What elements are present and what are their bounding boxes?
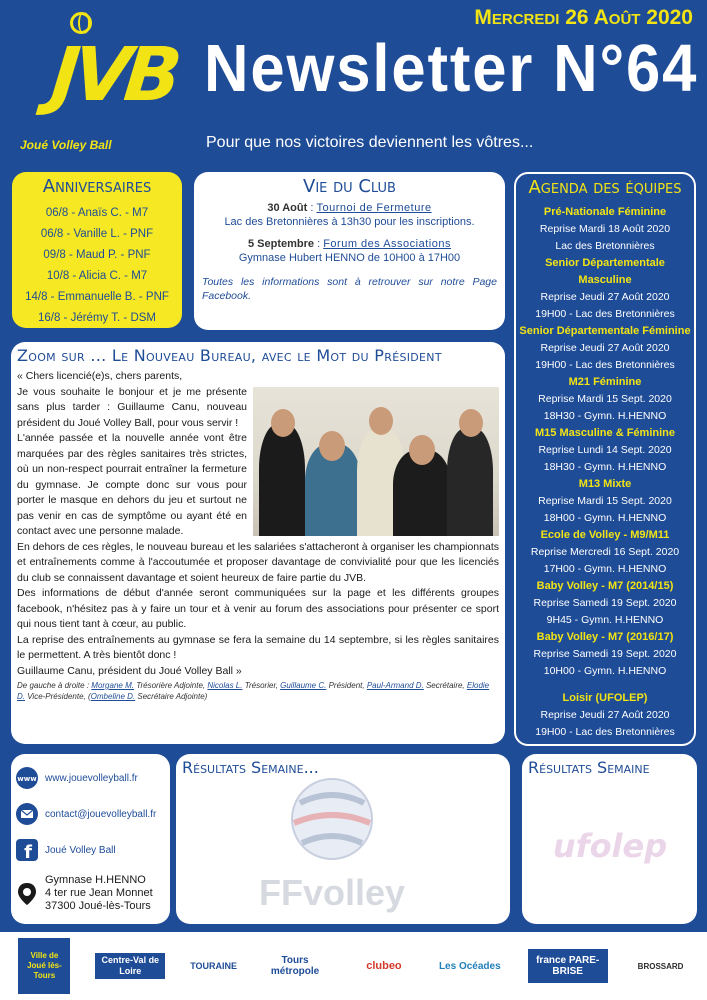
- sponsor-region: Centre-Val de Loire: [95, 953, 165, 979]
- agenda-line: 9H45 - Gymn. H.HENNO: [546, 614, 664, 626]
- agenda-team: Senior Départementale Féminine: [519, 325, 691, 337]
- logo-club-name: Joué Volley Ball: [20, 138, 112, 152]
- agenda-line: 18H30 - Gymn. H.HENNO: [543, 461, 667, 473]
- birthday-item: 16/8 - Jérémy T. - DSM: [37, 312, 156, 324]
- agenda-team: Senior Départementale Masculine: [545, 257, 665, 286]
- agenda-line: Lac des Bretonnières: [555, 240, 655, 252]
- issue-date: Mercredi 26 Août 2020: [474, 6, 693, 29]
- agenda-line: 17H00 - Gymn. H.HENNO: [543, 563, 667, 575]
- agenda-team: M15 Masculine & Féminine: [535, 427, 675, 439]
- event-separator: :: [314, 238, 324, 250]
- volleyball-icon: [70, 12, 92, 34]
- caption-person: Ombeline D.: [90, 692, 136, 701]
- facebook-link[interactable]: [15, 832, 166, 868]
- results-ffvolley-panel: [176, 754, 510, 924]
- feature-title: Zoom sur ... Le Nouveau Bureau, avec le Mot du Président: [17, 346, 442, 365]
- agenda-line: Reprise Samedi 19 Sept. 2020: [533, 648, 677, 660]
- website-text: www.jouevolleyball.fr: [45, 772, 138, 784]
- club-logo: [14, 12, 180, 157]
- feature-paragraph: La reprise des entraînements au gymnase se fera la semaine du 14 septembre, si les règles sanitaires le permettent. A très bientôt donc !: [17, 633, 499, 661]
- event-detail: Lac des Bretonnières à 13h30 pour les inscriptions.: [224, 216, 475, 228]
- tagline: Pour que nos victoires deviennent les vôtres...: [206, 134, 534, 151]
- caption-person: Morgane M.: [91, 681, 134, 690]
- ffvolley-logo-text: FFvolley: [258, 872, 406, 913]
- agenda-line: Reprise Samedi 19 Sept. 2020: [533, 597, 677, 609]
- ffvolley-logo: [182, 777, 502, 917]
- agenda-line: 19H00 - Lac des Bretonnières: [535, 726, 675, 738]
- agenda-line: Reprise Mercredi 16 Sept. 2020: [530, 546, 680, 558]
- caption-person: Guillaume C.: [280, 681, 327, 690]
- results-title: Résultats Semaine: [528, 758, 650, 777]
- event-detail: Gymnase Hubert HENNO de 10H00 à 17H00: [238, 252, 461, 264]
- results-title: Résultats Semaine...: [182, 758, 319, 777]
- birthdays-panel: [12, 172, 182, 328]
- photo-caption: De gauche à droite : Morgane M. Trésorière Adjointe, Nicolas L. Trésorier, Guillaume C. Président, Paul-Armand D. Secrétaire, Elodie D. Vice-Présidente, (Ombeline D. Secrétaire Adjointe): [17, 681, 490, 701]
- mail-icon: [15, 802, 39, 826]
- agenda-line: 18H30 - Gymn. H.HENNO: [543, 410, 667, 422]
- newsletter-title: Newsletter N°64: [204, 31, 699, 106]
- svg-text:www: www: [17, 775, 37, 783]
- event-item: [202, 201, 497, 229]
- sponsor-strip: [0, 932, 707, 1000]
- agenda-line: 10H00 - Gymn. H.HENNO: [543, 665, 667, 677]
- agenda-line: 18H00 - Gymn. H.HENNO: [543, 512, 667, 524]
- address-text: Gymnase H.HENNO 4 ter rue Jean Monnet 37300 Joué-lès-Tours: [45, 874, 153, 912]
- email-text: contact@jouevolleyball.fr: [45, 808, 157, 820]
- feature-paragraph: L'année passée et la nouvelle année vont être marquées par des règles sanitaires très strictes, où un non-respect pourrait entraîner la fermeture du gymnase. Je compte donc sur vous pour porter le masque en dehors du jeu et surtout ne pas venir en cas de symptôme ou ayant été en contact avec une personne malade.: [17, 432, 247, 537]
- event-link[interactable]: Forum des Associations: [323, 238, 451, 250]
- event-item: [202, 237, 497, 265]
- birthday-item: 10/8 - Alicia C. - M7: [46, 270, 148, 282]
- feature-paragraph: Des informations de début d'année seront communiquées sur la page et les différents groupes facebook, n'hésitez pas à y faire un tour et à venir au forum des associations pour présenter ce sport qui nous tient tant à cœur, au public.: [17, 587, 499, 630]
- agenda-team: Baby Volley - M7 (2014/15): [536, 580, 674, 592]
- feature-paragraph: Guillaume Canu, président du Joué Volley Ball »: [17, 664, 242, 677]
- ufolep-logo-text: ufolep: [552, 827, 668, 865]
- agenda-team: Baby Volley - M7 (2016/17): [536, 631, 674, 643]
- birthday-item: 06/8 - Vanille L. - PNF: [40, 228, 154, 240]
- event-date: 30 Août: [267, 202, 308, 214]
- contact-panel: [11, 754, 170, 924]
- ufolep-logo: [528, 777, 692, 907]
- website-link[interactable]: [15, 760, 166, 796]
- agenda-team: Pré-Nationale Féminine: [543, 206, 667, 218]
- agenda-team: Loisir (UFOLEP): [562, 692, 648, 704]
- agenda-line: Reprise Jeudi 27 Août 2020: [540, 291, 670, 303]
- agenda-line: 19H00 - Lac des Bretonnières: [535, 308, 675, 320]
- sponsor-touraine: TOURAINE: [190, 960, 238, 971]
- agenda-line: Reprise Jeudi 27 Août 2020: [540, 709, 670, 721]
- board-photo: [253, 387, 499, 536]
- sponsor-brossard: BROSSARD: [637, 961, 684, 971]
- agenda-line: Reprise Jeudi 27 Août 2020: [540, 342, 670, 354]
- event-separator: :: [307, 202, 317, 214]
- event-link[interactable]: Tournoi de Fermeture: [316, 202, 432, 214]
- sponsor-tours-metropole: Tours métropole: [270, 955, 320, 977]
- birthday-item: 06/8 - Anaïs C. - M7: [45, 207, 149, 219]
- email-link[interactable]: [15, 796, 166, 832]
- event-date: 5 Septembre: [248, 238, 315, 250]
- caption-person: Paul-Armand D.: [366, 681, 424, 690]
- birthdays-title: Anniversaires: [42, 176, 152, 197]
- club-life-note: Toutes les informations sont à retrouver sur notre Page Facebook.: [202, 276, 497, 302]
- birthday-item: 14/8 - Emmanuelle B. - PNF: [25, 291, 169, 303]
- caption-person: Elodie D.: [17, 681, 490, 701]
- agenda-team: Ecole de Volley - M9/M11: [540, 529, 670, 541]
- svg-text:f: f: [24, 842, 32, 862]
- sponsor-clubeo: clubeo: [366, 959, 402, 972]
- sponsor-joue: Ville de Joué lès-Tours: [18, 938, 70, 994]
- agenda-line: Reprise Mardi 18 Août 2020: [539, 223, 671, 235]
- agenda-line: Reprise Mardi 15 Sept. 2020: [538, 393, 672, 405]
- agenda-line: 19H00 - Lac des Bretonnières: [535, 359, 675, 371]
- feature-paragraph: En dehors de ces règles, le nouveau bureau et les salariées s'attacheront à organiser les championnats et entraînements comme à l'accoutumée et proposer davantage de convivialité pour que les licenciés du club se connaissent davantage et soient heureux de faire partie du JVB.: [17, 540, 499, 584]
- agenda-line: Reprise Lundi 14 Sept. 2020: [538, 444, 672, 456]
- address-block: [15, 868, 166, 924]
- caption-person: Nicolas L.: [207, 681, 243, 690]
- feature-paragraph: Je vous souhaite le bonjour et je me présente sans plus tarder : Guillaume Canu, nouveau président du Joué Volley Ball, pour vous servir !: [17, 385, 247, 429]
- agenda-line: Reprise Mardi 15 Sept. 2020: [538, 495, 672, 507]
- president-feature: [11, 342, 505, 744]
- agenda-team: M21 Féminine: [568, 376, 642, 388]
- results-ufolep-panel: [522, 754, 697, 924]
- feature-paragraph: « Chers licencié(e)s, chers parents,: [17, 370, 183, 382]
- sponsor-france-pare-brise: france PARE-BRISE: [528, 949, 608, 983]
- map-pin-icon: [15, 882, 39, 906]
- sponsor-oceades: Les Océades: [438, 960, 501, 972]
- agenda-team: M13 Mixte: [578, 478, 632, 490]
- agenda-title: Agenda des équipes: [528, 177, 682, 198]
- facebook-text: Joué Volley Ball: [45, 844, 116, 856]
- logo-mark: JVB: [47, 32, 180, 118]
- club-life-panel: [194, 172, 505, 330]
- club-life-title: Vie du Club: [303, 176, 396, 197]
- team-agenda-panel: [514, 172, 696, 746]
- globe-icon: [15, 766, 39, 790]
- facebook-icon: [15, 838, 39, 862]
- birthday-item: 09/8 - Maud P. - PNF: [43, 249, 151, 261]
